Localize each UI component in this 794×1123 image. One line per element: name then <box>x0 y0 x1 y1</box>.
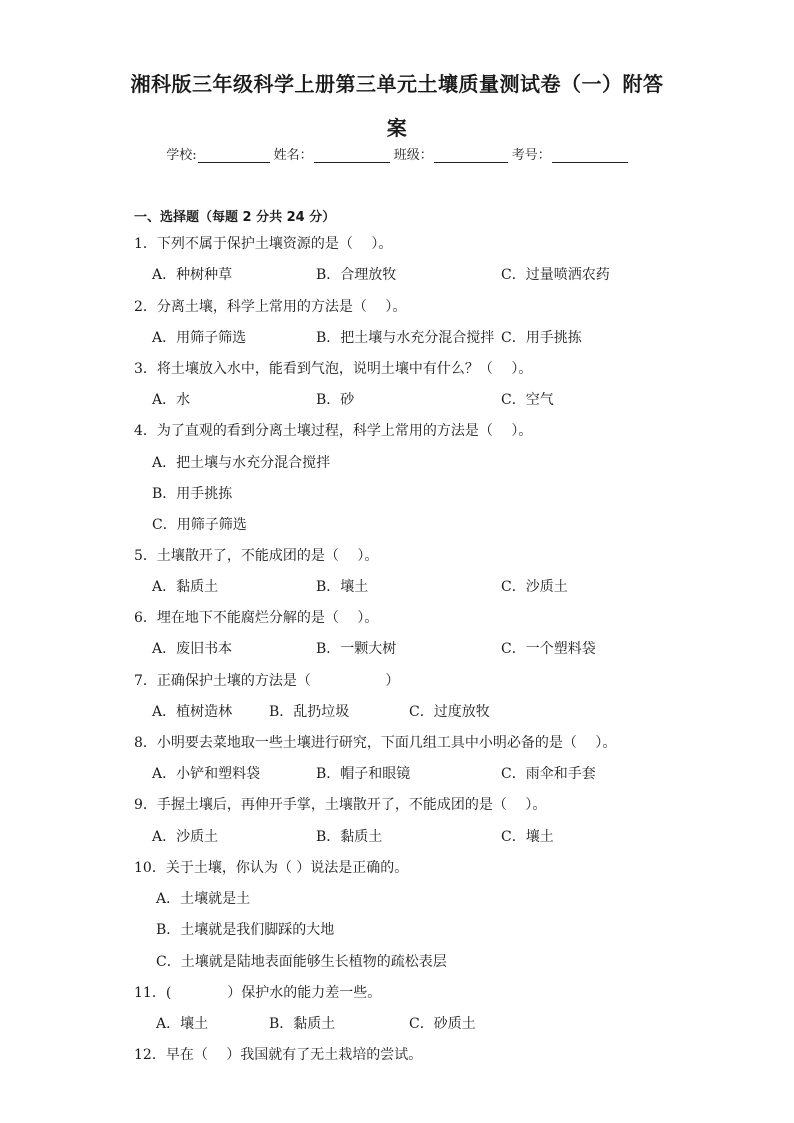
question-option[interactable]: B．用手挑拣 <box>152 486 233 502</box>
school-field <box>166 144 269 163</box>
question-option[interactable]: B．一颗大树 <box>316 641 397 657</box>
question-option[interactable]: A．黏质土 <box>152 579 219 595</box>
number-blank[interactable] <box>552 148 628 163</box>
question-option[interactable]: A．种树种草 <box>152 267 233 283</box>
exam-title-line1: 湘科版三年级科学上册第三单元土壤质量测试卷（一）附答 <box>130 72 664 96</box>
exam-title-line2: 案 <box>386 116 408 140</box>
name-field <box>274 144 390 163</box>
name-blank[interactable] <box>314 148 390 163</box>
question-option[interactable]: C．一个塑料袋 <box>501 641 596 657</box>
question-option[interactable]: B．壤土 <box>316 579 369 595</box>
question-option[interactable]: A．土壤就是土 <box>156 891 251 907</box>
class-field <box>394 144 508 163</box>
question-stem: 11．( ）保护水的能力差一些。 <box>134 985 382 1001</box>
question-option[interactable]: A．壤土 <box>156 1016 209 1032</box>
question-option[interactable]: C．雨伞和手套 <box>501 766 596 782</box>
question-stem: 3．将土壤放入水中，能看到气泡，说明土壤中有什么？（ ）。 <box>134 361 533 377</box>
question-stem: 7．正确保护土壤的方法是（ ） <box>134 673 400 689</box>
question-option[interactable]: A．沙质土 <box>152 829 219 845</box>
number-label: 考号： <box>511 148 551 163</box>
question-stem: 8．小明要去菜地取一些土壤进行研究，下面几组工具中小明必备的是（ ）。 <box>134 735 617 751</box>
question-option[interactable]: B．合理放牧 <box>316 267 397 283</box>
question-option[interactable]: A．水 <box>152 392 191 408</box>
question-option[interactable]: C．过量喷洒农药 <box>501 267 610 283</box>
question-stem: 10．关于土壤，你认为（ ）说法是正确的。 <box>134 860 409 876</box>
question-option[interactable]: C．壤土 <box>501 829 554 845</box>
school-blank[interactable] <box>198 148 270 163</box>
question-option[interactable]: C．空气 <box>501 392 554 408</box>
name-label: 姓名： <box>273 148 313 163</box>
question-option[interactable]: B．乱扔垃圾 <box>269 704 350 720</box>
question-option[interactable]: A．废旧书本 <box>152 641 233 657</box>
question-option[interactable]: B．黏质土 <box>269 1016 336 1032</box>
question-option[interactable]: B．砂 <box>316 392 355 408</box>
question-option[interactable]: B．黏质土 <box>316 829 383 845</box>
question-option[interactable]: C．砂质土 <box>409 1016 476 1032</box>
question-option[interactable]: B．把土壤与水充分混合搅拌 <box>316 330 495 346</box>
question-option[interactable]: A．植树造林 <box>152 704 233 720</box>
section-title: 一、选择题（每题 2 分共 24 分） <box>134 210 336 225</box>
question-option[interactable]: C．土壤就是陆地表面能够生长植物的疏松表层 <box>156 954 447 970</box>
student-info-row <box>0 144 794 163</box>
question-option[interactable]: C．过度放牧 <box>409 704 490 720</box>
question-option[interactable]: A．把土壤与水充分混合搅拌 <box>152 455 331 471</box>
school-label: 学校: <box>166 148 197 163</box>
class-label: 班级： <box>393 148 433 163</box>
question-stem: 5．土壤散开了，不能成团的是（ ）。 <box>134 548 379 564</box>
class-blank[interactable] <box>434 148 508 163</box>
question-option[interactable]: A．小铲和塑料袋 <box>152 766 261 782</box>
question-option[interactable]: A．用筛子筛选 <box>152 330 247 346</box>
number-field <box>512 144 628 163</box>
question-stem: 4．为了直观的看到分离土壤过程，科学上常用的方法是（ ）。 <box>134 423 533 439</box>
question-stem: 6．埋在地下不能腐烂分解的是（ ）。 <box>134 610 379 626</box>
question-option[interactable]: C．沙质土 <box>501 579 568 595</box>
question-stem: 2．分离土壤，科学上常用的方法是（ ）。 <box>134 299 407 315</box>
question-stem: 9．手握土壤后，再伸开手掌，土壤散开了，不能成团的是（ ）。 <box>134 797 547 813</box>
question-option[interactable]: C．用手挑拣 <box>501 330 582 346</box>
question-option[interactable]: B．帽子和眼镜 <box>316 766 411 782</box>
question-option[interactable]: C．用筛子筛选 <box>152 517 247 533</box>
question-stem: 12．早在（ ）我国就有了无土栽培的尝试。 <box>134 1047 423 1063</box>
question-stem: 1．下列不属于保护土壤资源的是（ ）。 <box>134 236 393 252</box>
question-option[interactable]: B．土壤就是我们脚踩的大地 <box>156 922 335 938</box>
